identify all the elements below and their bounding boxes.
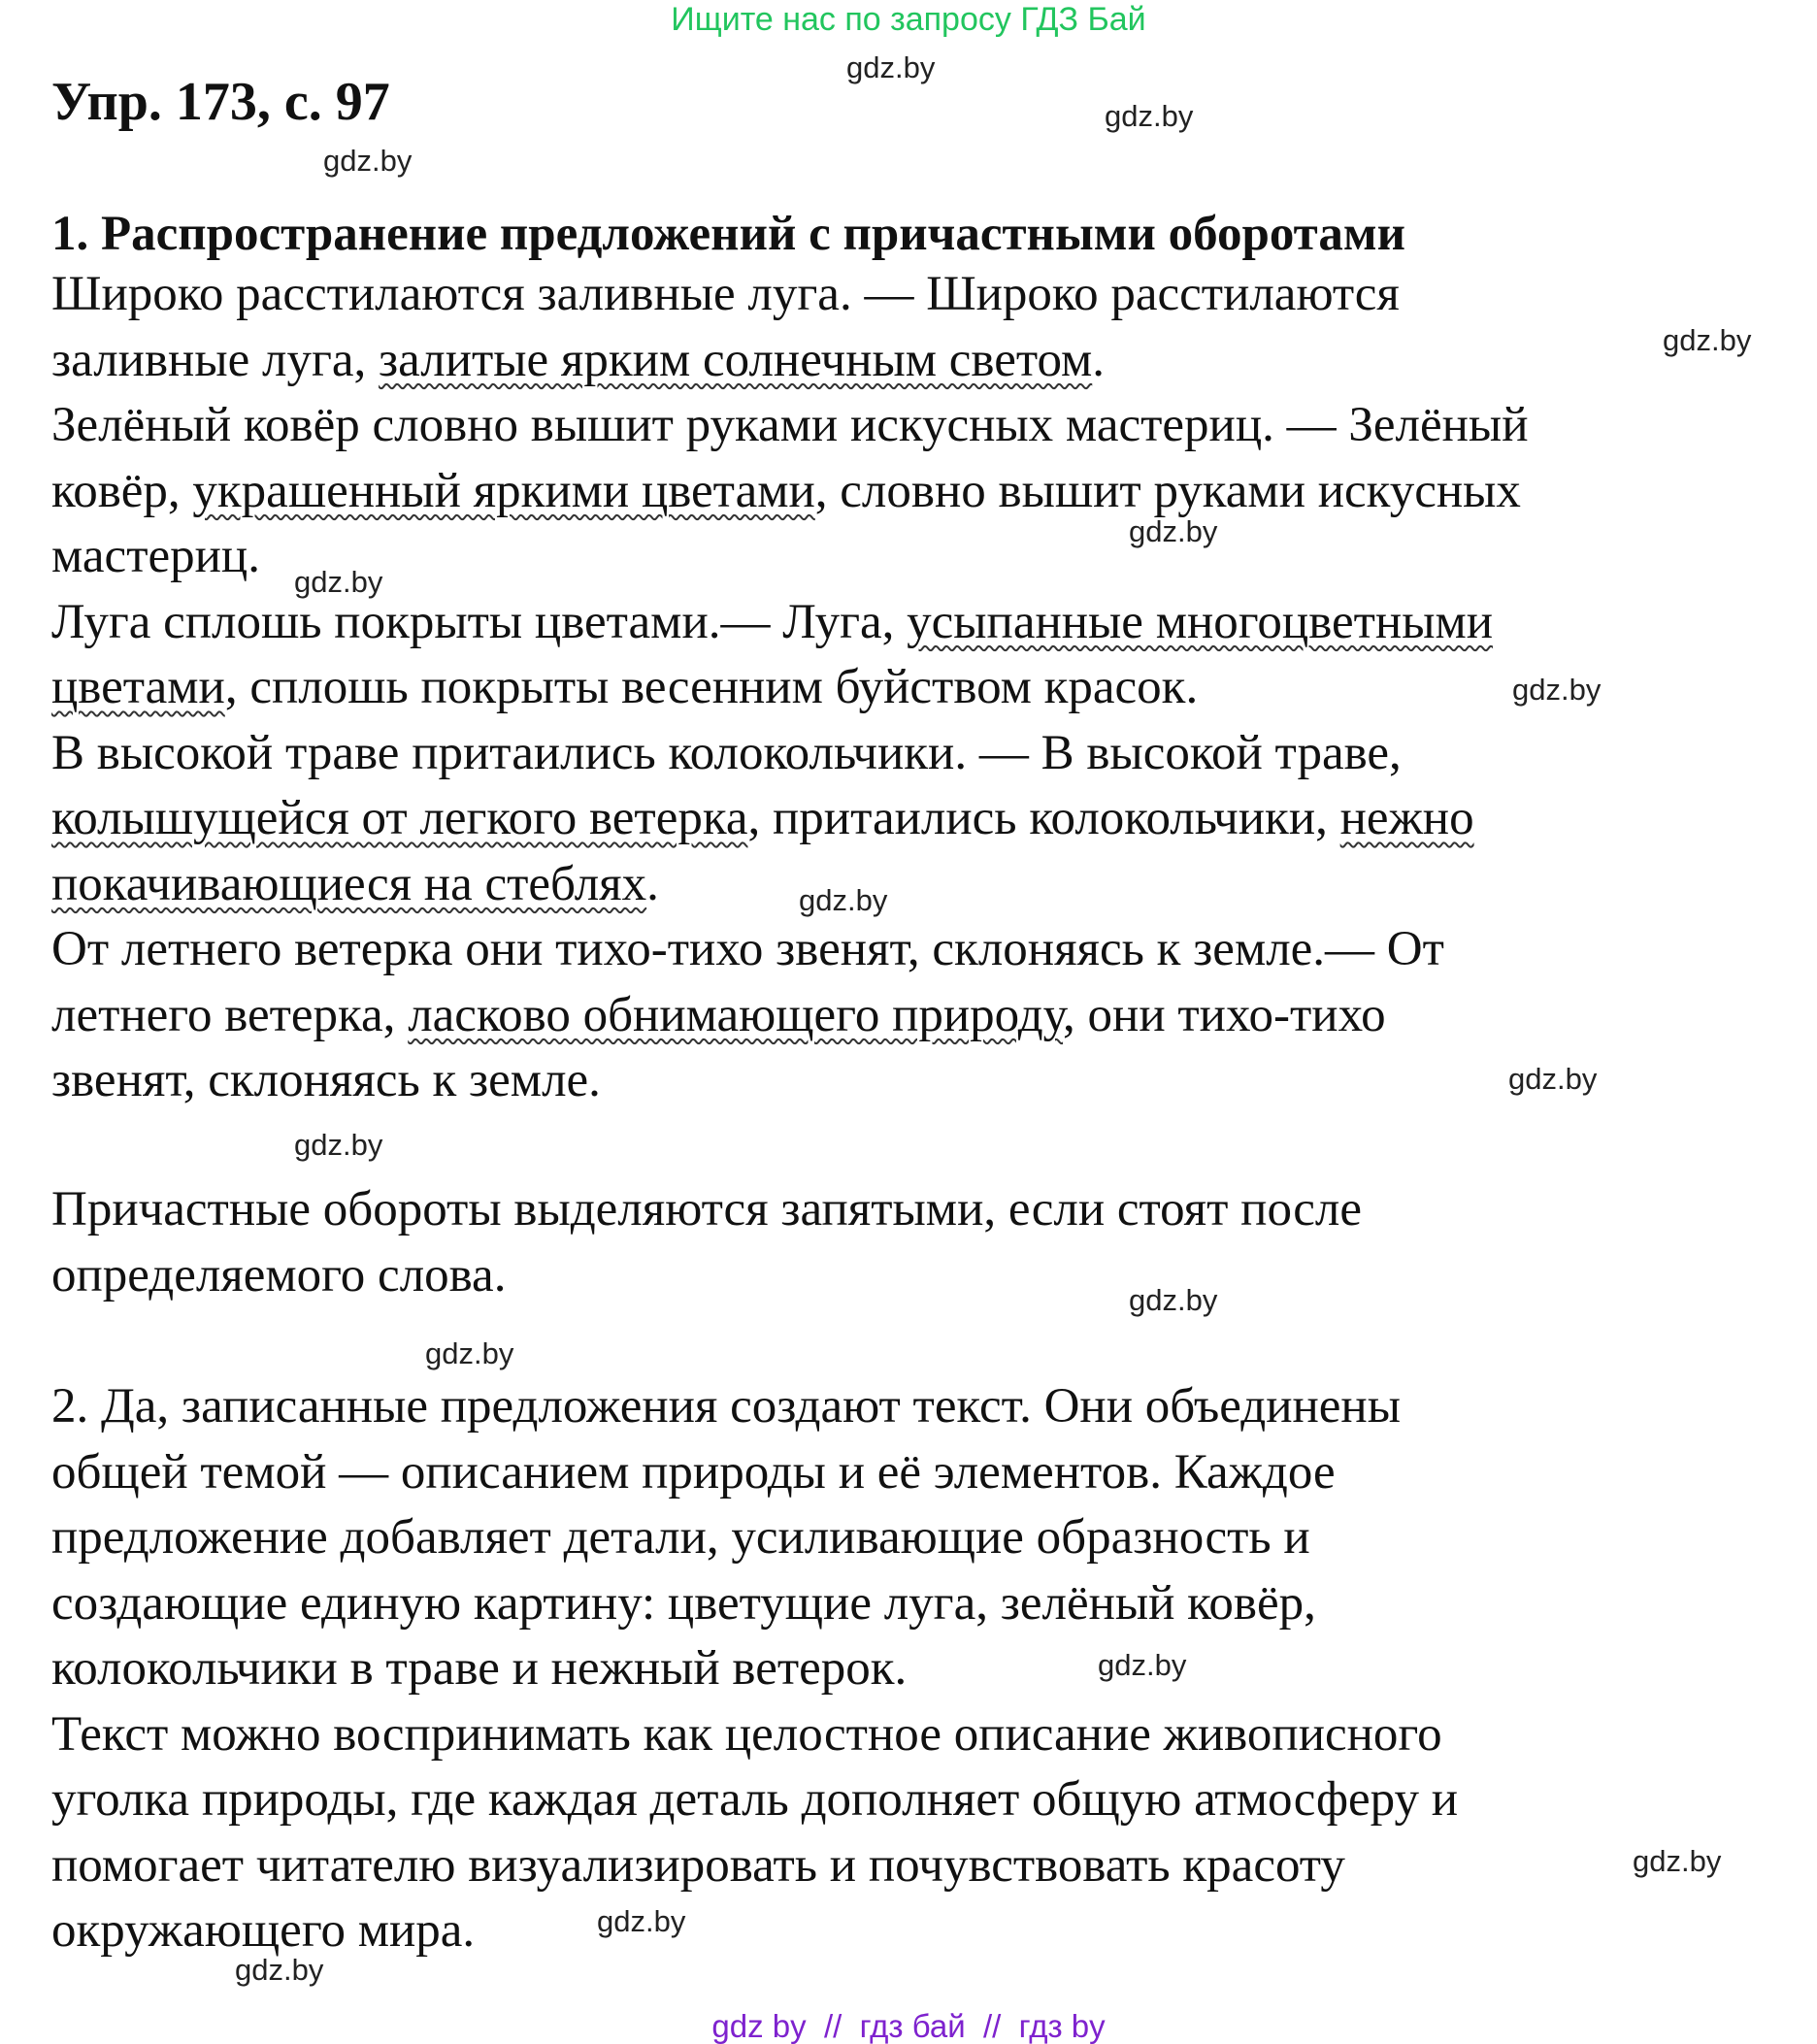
watermark: gdz.by <box>846 50 936 84</box>
text-line: мастериц. <box>51 529 260 583</box>
text-run: летнего ветерка, <box>51 987 409 1042</box>
participial-phrase: украшенный яркими цветами <box>192 463 815 518</box>
text-line: звенят, склоняясь к земле. <box>51 1053 601 1107</box>
text-line: Текст можно воспринимать как целостное описание живописного <box>51 1706 1442 1762</box>
watermark: gdz.by <box>235 1953 324 1987</box>
participial-phrase: залитые ярким солнечным светом <box>379 332 1093 387</box>
participial-phrase: ласково обнимающего природу <box>408 987 1064 1042</box>
text-run: заливные луга, <box>51 332 380 387</box>
watermark: gdz.by <box>1508 1062 1598 1096</box>
watermark: gdz.by <box>323 144 413 178</box>
text-line: В высокой траве притаились колокольчики. — В высокой траве, <box>51 725 1402 780</box>
top-banner[interactable]: Ищите нас по запросу ГДЗ Бай <box>671 1 1146 38</box>
text-run: . <box>1092 332 1106 387</box>
page-title: Упр. 173, с. 97 <box>51 72 390 132</box>
watermark: gdz.by <box>425 1336 514 1370</box>
watermark: gdz.by <box>799 883 888 917</box>
text-line: общей темой — описанием природы и её элементов. Каждое <box>51 1444 1336 1500</box>
text-line <box>51 983 1528 1049</box>
participial-phrase: нежно <box>1339 791 1474 845</box>
text-line <box>51 590 1528 656</box>
text-line: определяемого слова. <box>51 1247 507 1302</box>
section-1-sentences <box>51 262 1528 1114</box>
watermark: gdz.by <box>1129 1283 1218 1317</box>
text-run: , словно вышит руками искусных <box>814 463 1521 518</box>
watermark: gdz.by <box>294 1128 383 1162</box>
section-2-paragraph <box>51 1374 1458 1964</box>
footer-watermark[interactable]: gdz by // гдз бай // гдз by <box>711 2008 1106 2044</box>
participial-phrase: колышущейся от легкого ветерка <box>51 791 748 845</box>
text-line <box>51 852 1528 918</box>
text-line: колокольчики в траве и нежный ветерок. <box>51 1641 908 1696</box>
watermark: gdz.by <box>294 565 383 599</box>
participial-phrase: покачивающиеся на стеблях <box>51 856 647 911</box>
text-line: Широко расстилаются заливные луга. — Широко расстилаются <box>51 267 1400 321</box>
text-line <box>51 459 1528 525</box>
text-line: окружающего мира. <box>51 1903 476 1958</box>
text-run: . <box>646 856 659 911</box>
text-line <box>51 786 1528 852</box>
text-line: Причастные обороты выделяются запятыми, если стоят после <box>51 1182 1362 1236</box>
text-run: Луга сплошь покрыты цветами.— Луга, <box>51 594 908 649</box>
section-1-heading: 1. Распространение предложений с причастными оборотами <box>51 207 1405 261</box>
text-run: ковёр, <box>51 463 193 518</box>
participial-phrase: усыпанные многоцветными <box>907 594 1494 649</box>
text-line <box>51 328 1528 394</box>
text-line: 2. Да, записанные предложения создают текст. Они объединены <box>51 1379 1401 1434</box>
watermark: gdz.by <box>1098 1648 1187 1682</box>
watermark: gdz.by <box>1512 673 1602 707</box>
text-line: уголка природы, где каждая деталь дополняет общую атмосферу и <box>51 1772 1459 1827</box>
text-run: , они тихо-тихо <box>1063 987 1386 1042</box>
text-run: , притаились колокольчики, <box>747 791 1340 845</box>
watermark: gdz.by <box>1129 514 1218 548</box>
text-line: Зелёный ковёр словно вышит руками искусных мастериц. — Зелёный <box>51 398 1529 452</box>
participial-phrase: цветами <box>51 660 225 714</box>
text-line: От летнего ветерка они тихо-тихо звенят, склоняясь к земле.— От <box>51 922 1444 976</box>
text-line: помогает читателю визуализировать и почувствовать красоту <box>51 1837 1345 1893</box>
text-line <box>51 655 1528 721</box>
watermark: gdz.by <box>1663 323 1752 357</box>
text-line: создающие единую картину: цветущие луга, зелёный ковёр, <box>51 1575 1316 1631</box>
watermark: gdz.by <box>1105 99 1194 133</box>
text-line: предложение добавляет детали, усиливающие образность и <box>51 1510 1310 1565</box>
watermark: gdz.by <box>1633 1844 1722 1878</box>
watermark: gdz.by <box>597 1904 686 1938</box>
text-run: , сплошь покрыты весенним буйством красок. <box>224 660 1199 714</box>
